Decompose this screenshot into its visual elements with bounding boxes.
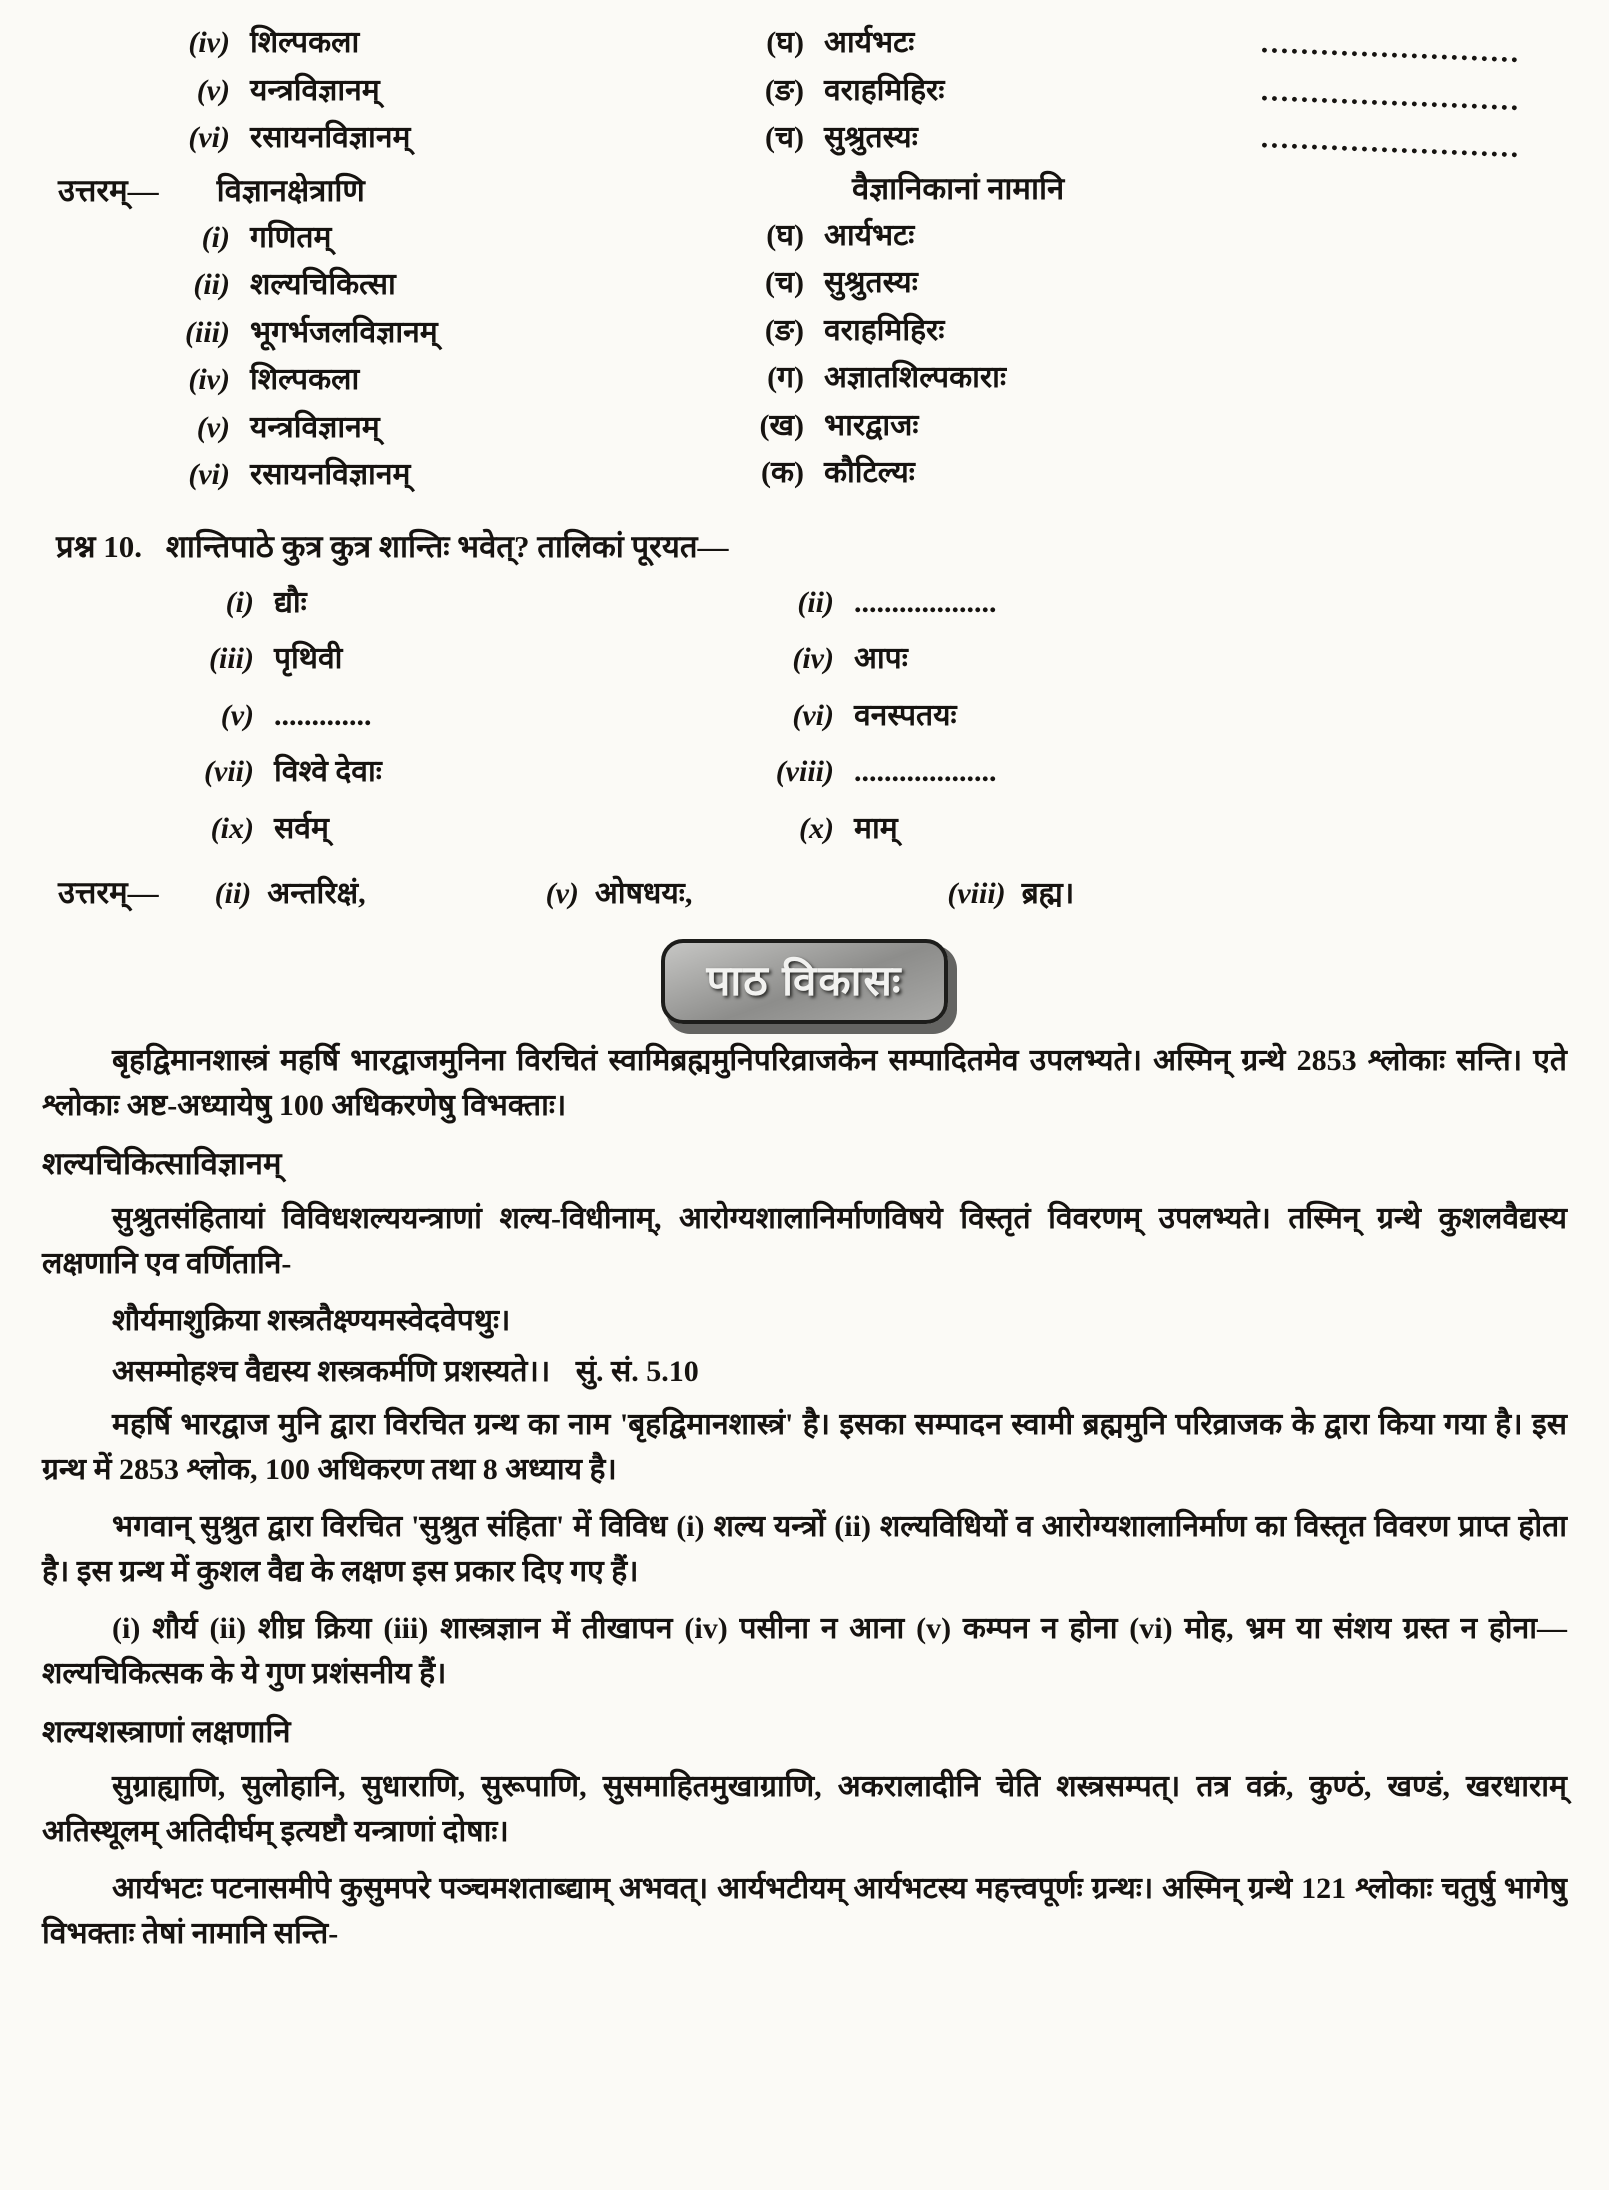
verse-reference: सुं. सं. 5.10 bbox=[575, 1355, 699, 1388]
item-number: (v) bbox=[196, 410, 230, 444]
answer-label: उत्तरम्— bbox=[58, 875, 159, 910]
item-label: शल्यचिकित्सा bbox=[250, 268, 396, 301]
paragraph-hindi-qualities: (i) शौर्य (ii) शीघ्र क्रिया (iii) शास्त्रज्ञान में तीखापन (iv) पसीना न आना (v) कम्पन न होना (vi) मोह, भ्रम या संशय ग्रस्त न होना—शल्यचिकित्सक के ये गुण प्रशंसनीय हैं। bbox=[42, 1612, 1567, 1690]
item-number: (ii) bbox=[193, 268, 230, 301]
item-number: (vi) bbox=[188, 458, 230, 491]
list-item bbox=[742, 358, 1567, 399]
list-item bbox=[742, 311, 1567, 352]
item-number: (vii) bbox=[204, 755, 254, 788]
table-cell bbox=[742, 696, 1567, 737]
matching-exercise bbox=[42, 16, 1567, 503]
item-label: यन्त्रविज्ञानम् bbox=[250, 73, 380, 107]
paragraph-intro: बृहद्विमानशास्त्रं महर्षि भारद्वाजमुनिना विरचितं स्वामिब्रह्ममुनिपरिव्राजकेन सम्पादितमेव उपलभ्यते। अस्मिन् ग्रन्थे 2853 श्लोकाः सन्ति। एते श्लोकाः अष्ट-अध्यायेषु 100 अधिकरणेषु विभक्ताः। bbox=[42, 1044, 1567, 1122]
list-item bbox=[742, 406, 1567, 447]
list-item bbox=[742, 453, 1567, 494]
list-item bbox=[42, 23, 742, 64]
item-label: रसायनविज्ञानम् bbox=[250, 121, 411, 154]
item-number: (viii) bbox=[775, 755, 834, 788]
table-row bbox=[42, 575, 1567, 632]
verse-line-1: शौर्यमाशुक्रिया शस्त्रतैक्ष्ण्यमस्वेदवेपथुः। bbox=[112, 1304, 511, 1337]
item-number: (v) bbox=[196, 73, 230, 107]
item-number: (iv) bbox=[188, 26, 230, 59]
question-10-answer-row bbox=[42, 871, 1567, 913]
paragraph-hindi-bharadwaj: महर्षि भारद्वाज मुनि द्वारा विरचित ग्रन्थ का नाम 'बृहद्विमानशास्त्रं' है। इसका सम्पादन स्वामी ब्रह्ममुनि परिव्राजक के द्वारा किया गया है। इस ग्रन्थ में 2853 श्लोक, 100 अधिकरण तथा 8 अध्याय है। bbox=[42, 1408, 1567, 1486]
list-item bbox=[42, 408, 742, 449]
item-number: (ix) bbox=[210, 811, 254, 845]
shanti-table bbox=[42, 575, 1567, 858]
list-item bbox=[42, 71, 742, 112]
item-label: सुश्रुतस्यः bbox=[824, 266, 918, 299]
paragraph-hindi-sushruta: भगवान् सुश्रुत द्वारा विरचित 'सुश्रुत संहिता' में विविध (i) शल्य यन्त्रों (ii) शल्यविधियों व आरोग्यशालानिर्माण का विस्तृत विवरण प्राप्त होता है। इस ग्रन्थ में कुशल वैद्य के लक्षण इस प्रकार दिए गए हैं। bbox=[42, 1510, 1567, 1588]
list-item bbox=[742, 216, 1567, 257]
item-number: (क) bbox=[760, 456, 804, 489]
answer-label: उत्तरम्— bbox=[58, 172, 159, 208]
item-label: माम् bbox=[854, 811, 898, 845]
list-item bbox=[742, 118, 1567, 164]
item-number: (घ) bbox=[766, 26, 804, 59]
item-number: (x) bbox=[799, 811, 834, 845]
paragraph-sushruta: सुश्रुतसंहितायां विविधशल्ययन्त्राणां शल्य-विधीनाम्, आरोग्यशालानिर्माणविषये विस्तृतं विवरणम् उपलभ्यते। तस्मिन् ग्रन्थे कुशलवैद्यस्य लक्षणानि एव वर्णितानि- bbox=[42, 1202, 1567, 1280]
item-label: ब्रह्म। bbox=[1021, 877, 1075, 910]
item-label: यन्त्रविज्ञानम् bbox=[250, 410, 380, 444]
item-label: भारद्वाजः bbox=[824, 408, 919, 442]
table-cell bbox=[42, 639, 742, 680]
science-fields-column bbox=[42, 16, 742, 503]
item-label: अन्तरिक्षं, bbox=[267, 877, 366, 910]
dotted-blank: .......................... bbox=[1260, 121, 1522, 164]
list-item bbox=[42, 218, 742, 259]
item-number: (iv) bbox=[792, 642, 834, 675]
item-label: ................... bbox=[854, 755, 997, 788]
item-label: सर्वम् bbox=[274, 811, 329, 845]
item-label: ............. bbox=[274, 698, 372, 732]
scientists-column bbox=[742, 16, 1567, 503]
science-fields-subheading: विज्ञानक्षेत्राणि bbox=[216, 172, 365, 208]
item-number: (vi) bbox=[188, 121, 230, 154]
item-label: विश्वे देवाः bbox=[274, 755, 382, 788]
list-item bbox=[42, 118, 742, 159]
subheading-shalya-chikitsa: शल्यचिकित्साविज्ञानम् bbox=[42, 1146, 282, 1181]
question-10-line bbox=[42, 525, 1567, 567]
item-number: (iii) bbox=[185, 315, 230, 349]
section-badge-wrap bbox=[42, 939, 1567, 1024]
table-row bbox=[42, 631, 1567, 688]
table-cell bbox=[742, 752, 1567, 793]
item-label: ओषधयः, bbox=[594, 877, 693, 910]
lesson-development-badge: पाठ विकासः bbox=[661, 939, 949, 1024]
table-cell bbox=[742, 583, 1567, 624]
table-row bbox=[42, 688, 1567, 745]
item-number: (v) bbox=[220, 698, 254, 732]
item-label: भूगर्भजलविज्ञानम् bbox=[250, 315, 438, 349]
item-number: (च) bbox=[764, 266, 804, 299]
item-number: (घ) bbox=[766, 218, 804, 252]
list-item bbox=[42, 360, 742, 401]
answer-part bbox=[546, 871, 693, 912]
list-item bbox=[742, 263, 1567, 304]
item-number: (ङ) bbox=[764, 313, 804, 347]
lesson-development-body bbox=[42, 1038, 1567, 1956]
table-cell bbox=[742, 809, 1567, 850]
item-number: (viii) bbox=[947, 877, 1006, 910]
verse-line-2 bbox=[42, 1349, 1567, 1390]
verse-text: असम्मोहश्च वैद्यस्य शस्त्रकर्मणि प्रशस्यते।। bbox=[112, 1355, 551, 1388]
item-label: आर्यभटः bbox=[824, 218, 915, 252]
question-number: प्रश्न 10. bbox=[56, 528, 143, 564]
item-label: गणितम् bbox=[250, 220, 332, 254]
table-cell bbox=[42, 809, 742, 850]
item-label: ................... bbox=[854, 585, 997, 619]
item-number: (i) bbox=[225, 585, 254, 619]
item-number: (ग) bbox=[767, 361, 804, 394]
item-number: (ii) bbox=[797, 585, 834, 619]
dotted-blank: .......................... bbox=[1260, 26, 1522, 69]
table-cell bbox=[42, 752, 742, 793]
item-label: आर्यभटः bbox=[824, 26, 915, 59]
item-number: (iv) bbox=[188, 363, 230, 396]
list-item bbox=[42, 313, 742, 354]
answer-part bbox=[215, 871, 366, 912]
item-number: (ii) bbox=[214, 877, 252, 910]
list-item bbox=[742, 71, 1567, 117]
item-label: पृथिवी bbox=[274, 642, 343, 675]
list-item bbox=[742, 23, 1567, 69]
item-label: रसायनविज्ञानम् bbox=[250, 458, 411, 491]
item-label: सुश्रुतस्यः bbox=[824, 121, 918, 154]
dotted-blank: .......................... bbox=[1260, 73, 1522, 117]
question-text: शान्तिपाठे कुत्र कुत्र शान्तिः भवेत्? तालिकां पूरयत— bbox=[165, 528, 729, 564]
item-number: (vi) bbox=[792, 698, 834, 732]
item-label: शिल्पकला bbox=[250, 26, 360, 59]
table-cell bbox=[42, 583, 742, 624]
item-label: वनस्पतयः bbox=[854, 698, 957, 732]
item-label: शिल्पकला bbox=[250, 363, 360, 396]
item-label: वराहमिहिरः bbox=[824, 313, 945, 347]
paragraph-instruments: सुग्राह्याणि, सुलोहानि, सुधाराणि, सुरूपाणि, सुसमाहितमुखाग्राणि, अकरालादीनि चेति शस्त्रसम्पत्। तत्र वक्रं, कुण्ठं, खण्डं, खरधाराम् अतिस्थूलम् अतिदीर्घम् इत्यष्टौ यन्त्राणां दोषाः। bbox=[42, 1770, 1567, 1848]
table-row bbox=[42, 744, 1567, 801]
subheading-shalya-shastra: शल्यशस्त्राणां लक्षणानि bbox=[42, 1714, 291, 1749]
table-row bbox=[42, 801, 1567, 858]
item-label: कौटिल्यः bbox=[824, 456, 915, 489]
item-number: (ङ) bbox=[764, 73, 804, 107]
scientists-subheading: वैज्ञानिकानां नामानि bbox=[852, 170, 1065, 206]
item-number: (iii) bbox=[209, 642, 254, 675]
item-label: अज्ञातशिल्पकाराः bbox=[824, 361, 1007, 394]
item-number: (ख) bbox=[759, 408, 804, 442]
list-item bbox=[42, 265, 742, 306]
table-cell bbox=[742, 639, 1567, 680]
list-item bbox=[42, 455, 742, 496]
item-number: (च) bbox=[764, 121, 804, 154]
item-label: आपः bbox=[854, 642, 908, 675]
paragraph-aryabhata: आर्यभटः पटनासमीपे कुसुमपरे पञ्चमशताब्द्याम् अभवत्। आर्यभटीयम् आर्यभटस्य महत्त्वपूर्णः ग्रन्थः। अस्मिन् ग्रन्थे 121 श्लोकाः चतुर्षु भागेषु विभक्ताः तेषां नामानि सन्ति- bbox=[42, 1872, 1567, 1950]
answer-heading-row bbox=[42, 169, 742, 211]
item-number: (i) bbox=[201, 220, 230, 254]
answer-part bbox=[947, 871, 1074, 912]
table-cell bbox=[42, 696, 742, 737]
item-number: (v) bbox=[545, 877, 579, 910]
item-label: वराहमिहिरः bbox=[824, 73, 945, 107]
item-label: द्यौः bbox=[274, 585, 307, 619]
